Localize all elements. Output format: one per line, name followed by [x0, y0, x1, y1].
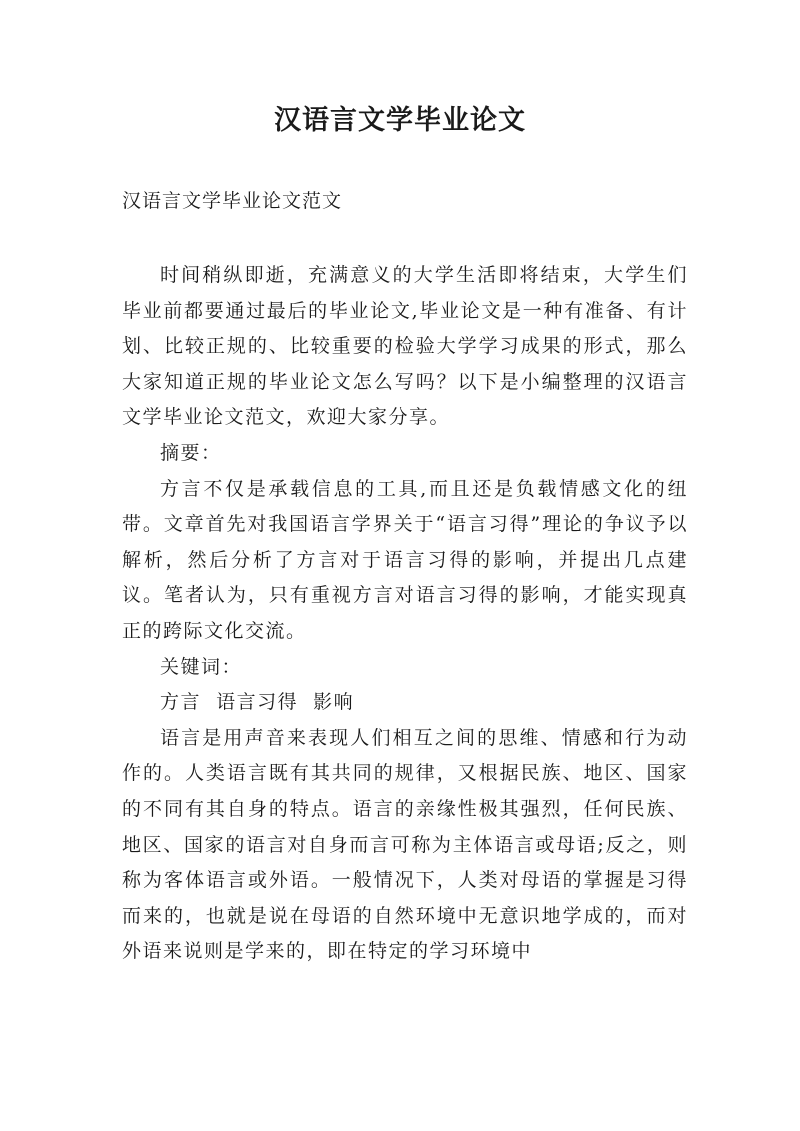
keywords-heading: 关键词： — [160, 655, 243, 678]
keywords-list: 方言 语言习得 影响 — [160, 691, 355, 714]
document-title: 汉语言文学毕业论文 — [274, 105, 526, 136]
intro-paragraph: 时间稍纵即逝，充满意义的大学生活即将结束，大学生们毕业前都要通过最后的毕业论文,毕业论文是一种有准备、有计划、比较正规的、比较重要的检验大学学习成果的形式，那么大家知道正规的毕业论文怎么写吗？以下是小编整理的汉语言文学毕业论文范文，欢迎大家分享。 — [122, 264, 688, 429]
abstract-paragraph: 方言不仅是承载信息的工具,而且还是负载情感文化的纽带。文章首先对我国语言学界关于“语言习得”理论的争议予以解析，然后分析了方言对于语言习得的影响，并提出几点建议。笔者认为，只有重视方言对语言习得的影响，才能实现真正的跨际文化交流。 — [122, 477, 688, 642]
document-subtitle: 汉语言文学毕业论文范文 — [122, 190, 343, 212]
abstract-heading: 摘要： — [160, 441, 222, 464]
body-paragraph: 语言是用声音来表现人们相互之间的思维、情感和行为动作的。人类语言既有其共同的规律，又根据民族、地区、国家的不同有其自身的特点。语言的亲缘性极其强烈，任何民族、地区、国家的语言对自身而言可称为主体语言或母语;反之，则称为客体语言或外语。一般情况下，人类对母语的掌握是习得而来的，也就是说在母语的自然环境中无意识地学成的，而对外语来说则是学来的，即在特定的学习环境中 — [122, 726, 688, 963]
document-body — [122, 258, 688, 970]
